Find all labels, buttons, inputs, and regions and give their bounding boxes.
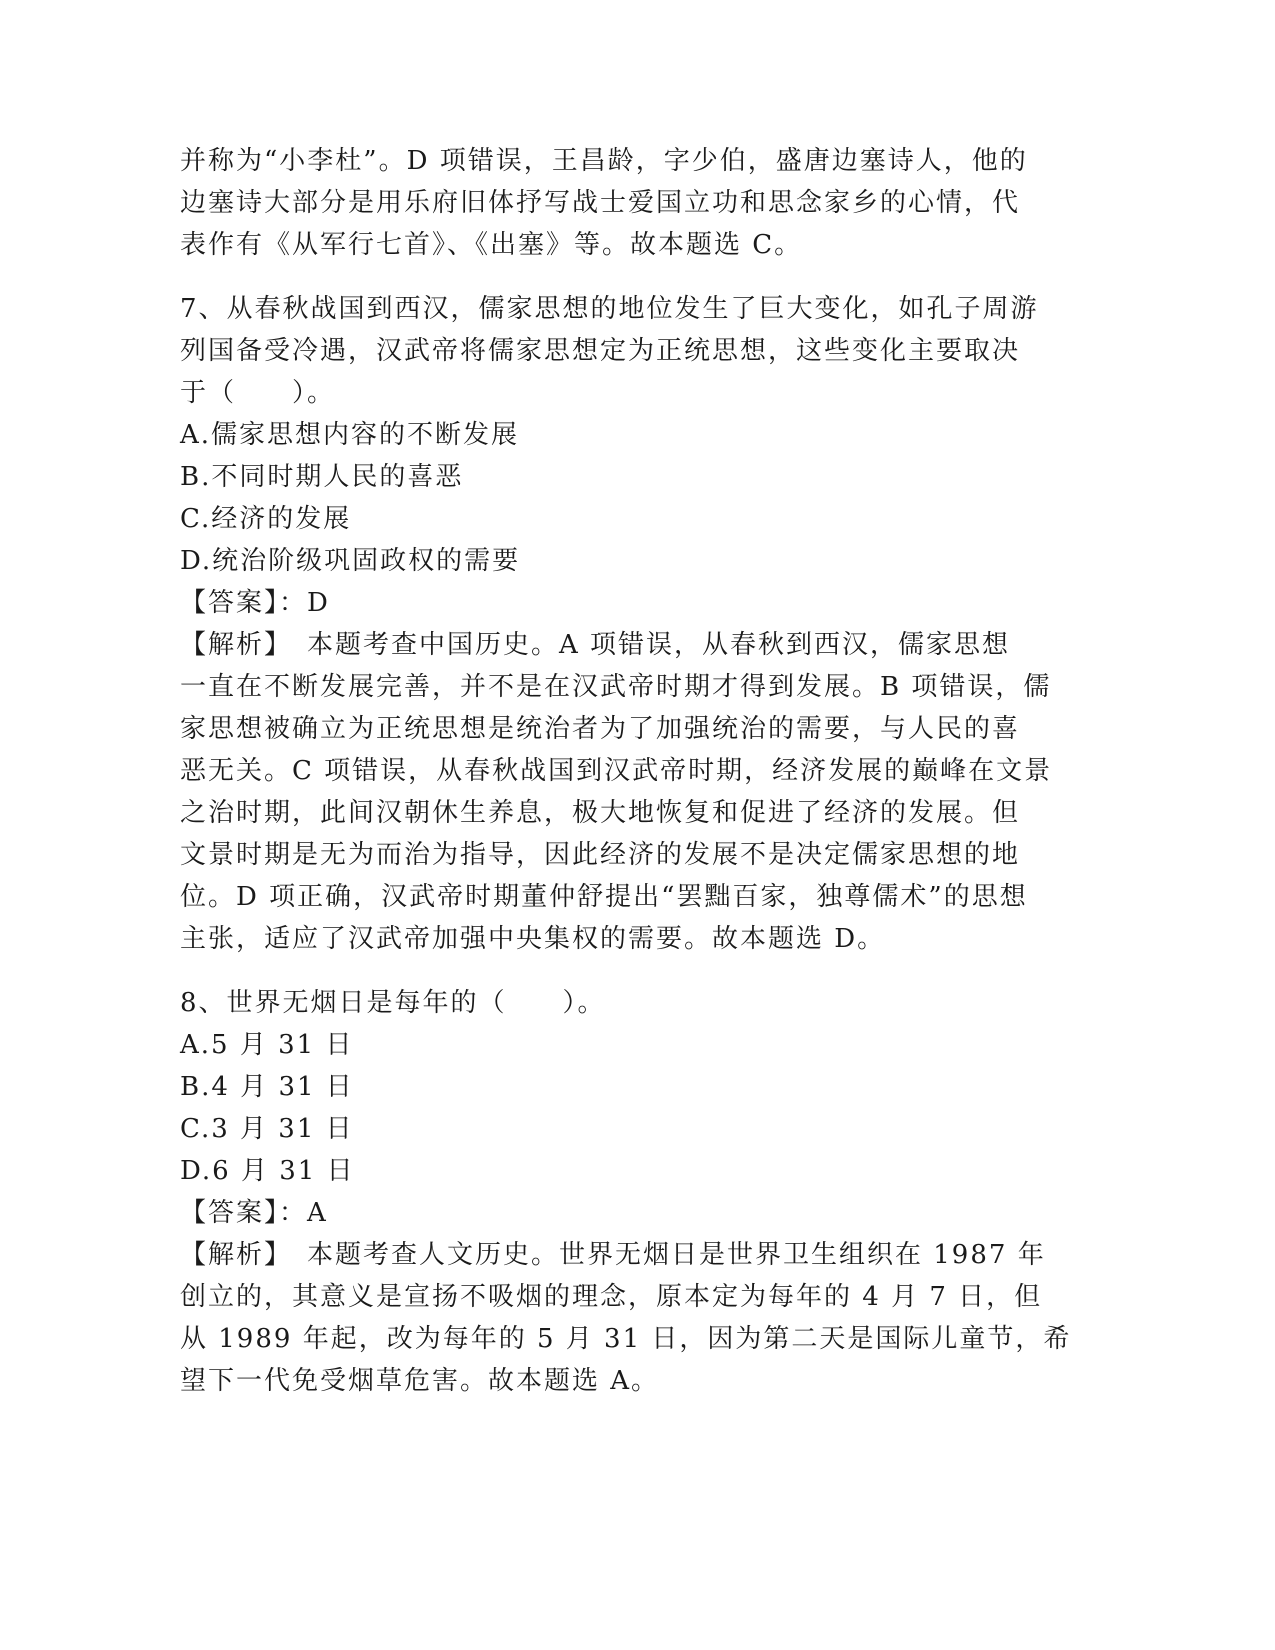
analysis-line: 一直在不断发展完善，并不是在汉武帝时期才得到发展。B 项错误，儒 (180, 672, 1052, 702)
analysis-line: 望下一代免受烟草危害。故本题选 A。 (180, 1366, 660, 1396)
answer-key: 【答案】：D (180, 588, 330, 618)
analysis-line: 【解析】 本题考查中国历史。A 项错误，从春秋到西汉，儒家思想 (180, 630, 1011, 660)
text-line: 并称为“小李杜”。D 项错误，王昌龄，字少伯，盛唐边塞诗人，他的 (180, 146, 1028, 176)
option-b: B.4 月 31 日 (180, 1072, 354, 1102)
analysis-line: 位。D 项正确，汉武帝时期董仲舒提出“罢黜百家，独尊儒术”的思想 (180, 882, 1028, 912)
option-b: B.不同时期人民的喜恶 (180, 462, 464, 492)
analysis-line: 创立的，其意义是宣扬不吸烟的理念，原本定为每年的 4 月 7 日，但 (180, 1282, 1043, 1312)
analysis-line: 【解析】 本题考查人文历史。世界无烟日是世界卫生组织在 1987 年 (180, 1240, 1046, 1270)
analysis-line: 恶无关。C 项错误，从春秋战国到汉武帝时期，经济发展的巅峰在文景 (180, 756, 1053, 786)
option-a: A.儒家思想内容的不断发展 (180, 420, 520, 450)
spacer (180, 266, 1080, 288)
question-8 (180, 982, 1080, 1402)
question-stem-line: 于（ ）。 (180, 378, 336, 408)
option-c: C.经济的发展 (180, 504, 352, 534)
question-7 (180, 288, 1080, 960)
continued-analysis-block (180, 140, 1080, 266)
analysis-line: 文景时期是无为而治为指导，因此经济的发展不是决定儒家思想的地 (180, 840, 1021, 870)
option-c: C.3 月 31 日 (180, 1114, 354, 1144)
text-line: 表作有《从军行七首》、《出塞》等。故本题选 C。 (180, 230, 803, 260)
spacer (180, 960, 1080, 982)
answer-key: 【答案】：A (180, 1198, 328, 1228)
option-d: D.6 月 31 日 (180, 1156, 355, 1186)
document-page (180, 140, 1080, 1402)
question-stem-line: 列国备受冷遇，汉武帝将儒家思想定为正统思想，这些变化主要取决 (180, 336, 1021, 366)
question-stem-line: 8、世界无烟日是每年的（ ）。 (180, 988, 606, 1018)
analysis-line: 从 1989 年起，改为每年的 5 月 31 日，因为第二天是国际儿童节，希 (180, 1324, 1072, 1354)
option-a: A.5 月 31 日 (180, 1030, 354, 1060)
question-stem-line: 7、从春秋战国到西汉，儒家思想的地位发生了巨大变化，如孔子周游 (180, 294, 1039, 324)
analysis-line: 家思想被确立为正统思想是统治者为了加强统治的需要，与人民的喜 (180, 714, 1021, 744)
text-line: 边塞诗大部分是用乐府旧体抒写战士爱国立功和思念家乡的心情，代 (180, 188, 1021, 218)
analysis-line: 之治时期，此间汉朝休生养息，极大地恢复和促进了经济的发展。但 (180, 798, 1021, 828)
analysis-line: 主张，适应了汉武帝加强中央集权的需要。故本题选 D。 (180, 924, 886, 954)
option-d: D.统治阶级巩固政权的需要 (180, 546, 521, 576)
